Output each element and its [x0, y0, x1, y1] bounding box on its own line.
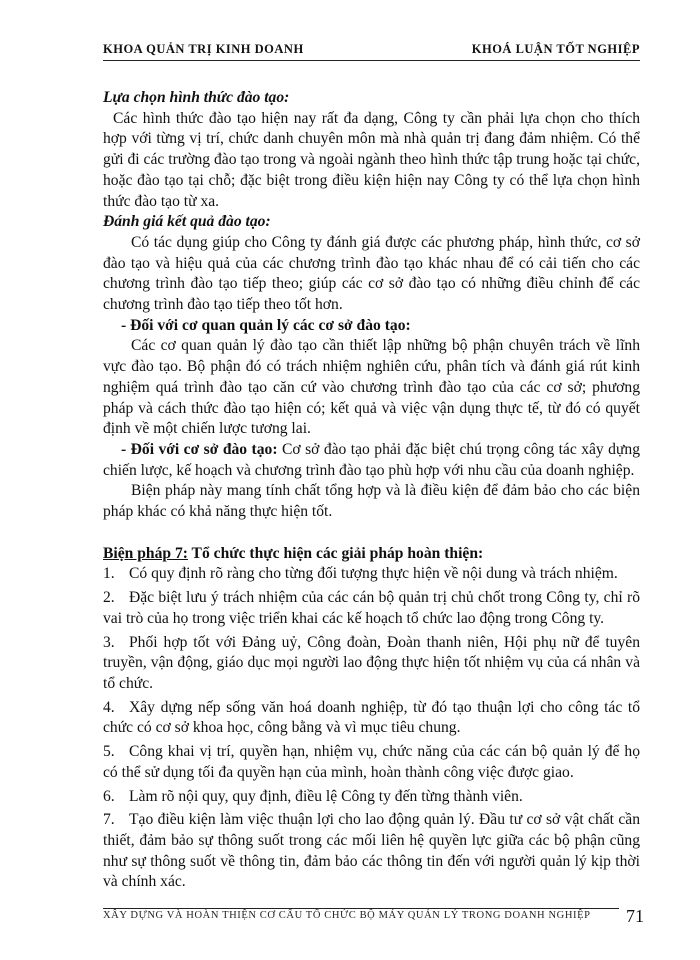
measure-7-title: Tổ chức thực hiện các giải pháp hoàn thiện: — [187, 544, 484, 562]
page-header — [103, 40, 640, 61]
list-item-text: Tạo điều kiện làm việc thuận lợi cho lao động quản lý. Đầu tư cơ sở vật chất cần thiết, đảm bảo sự thông suốt trong các mối liên hệ quyền lực giữa các bộ phận cũng như sự thông suốt về thông tin, đảm bảo các thông tin đến với người quản lý kịp thời và chính xác. — [103, 811, 640, 891]
list-item-text: Xây dựng nếp sống văn hoá doanh nghiệp, từ đó tạo thuận lợi cho công tác tổ chức có cơ sở khoa học, công bằng và vì mục tiêu chung. — [103, 698, 640, 737]
list-item — [103, 564, 640, 585]
list-item — [103, 742, 640, 783]
list-item-text: Công khai vị trí, quyền hạn, nhiệm vụ, chức năng của các cán bộ quản lý để họ có thể sử dụng tối đa quyền hạn của mình, hoàn thành công việc được giao. — [103, 743, 640, 781]
list-item-number: 1. — [103, 565, 115, 583]
section-heading-training-form: Lựa chọn hình thức đào tạo: — [103, 89, 290, 106]
list-item-text: Làm rõ nội quy, quy định, điều lệ Công ty đến từng thành viên. — [129, 787, 523, 805]
list-item — [103, 633, 640, 695]
paragraph-training-form: Các hình thức đào tạo hiện nay rất đa dạng, Công ty cần phải lựa chọn cho thích hợp với từng vị trí, chức danh chuyên môn mà nhà quản trị đang đảm nhiệm. Có thể gửi đi các trường đào tạo trong và ngoài ngành theo hình thức tập trung hoặc tại chức, hoặc đào tạo tại chỗ; đặc biệt trong điều kiện hiện nay Công ty có thể lựa chọn hình thức đào tạo từ xa. — [103, 109, 640, 210]
page-number: 71 — [626, 906, 644, 926]
header-thesis-label: KHOÁ LUẬN TỐT NGHIỆP — [471, 42, 640, 56]
paragraph-closing: Biện pháp này mang tính chất tổng hợp và là điều kiện để đảm bảo cho các biện pháp khác có khả năng thực hiện tốt. — [103, 482, 640, 521]
page-footer: XÂY DỰNG VÀ HOÀN THIỆN CƠ CẤU TỔ CHỨC BỘ MÁY QUẢN LÝ TRONG DOANH NGHIỆP — [103, 908, 619, 921]
list-item-number: 6. — [103, 787, 115, 805]
list-item-number: 2. — [103, 589, 115, 607]
list-item — [103, 787, 640, 808]
measure-7-label: Biện pháp 7: — [103, 544, 188, 562]
paragraph-management-agencies: Các cơ quan quản lý đào tạo cần thiết lập những bộ phận chuyên trách về lĩnh vực đào tạo. Bộ phận đó có trách nhiệm nghiên cứu, phân tích và đánh giá rút kinh nghiệm quá trình đào tạo căn cứ vào chương trình đào tạo của các cơ sở; phương pháp và cách thức đào tạo hiện có; kết quả và việc vận dụng thực tế, từ đó có quyết định về một chiến lược tương lai. — [103, 337, 640, 438]
training-institutions-text: Cơ sở đào tạo phải đặc biệt chú trọng công tác xây dựng chiến lược, kế hoạch và chương trình đào tạo phù hợp với nhu cầu của doanh nghiệp. — [103, 440, 640, 479]
spacer — [103, 523, 640, 544]
paragraph-training-evaluation: Có tác dụng giúp cho Công ty đánh giá được các phương pháp, hình thức, cơ sở đào tạo và hiệu quả của các chương trình đào tạo khác nhau để có cải tiến cho các chương trình đào tạo tiếp theo; giúp các cơ sở đào tạo có những điều chỉnh để các chương trình đào tạo tiếp theo tốt hơn. — [103, 233, 640, 314]
measure-7-list — [103, 564, 640, 893]
subheading-management-agencies — [103, 316, 640, 337]
list-item — [103, 588, 640, 629]
list-item-number: 5. — [103, 743, 115, 761]
list-item-number: 3. — [103, 633, 115, 651]
list-item-text: Có quy định rõ ràng cho từng đối tượng thực hiện về nội dung và trách nhiệm. — [129, 565, 618, 583]
subheading-training-institutions: - Đối với cơ sở đào tạo: — [121, 440, 278, 458]
list-item-text: Đặc biệt lưu ý trách nhiệm của các cán bộ quản trị chủ chốt trong Công ty, chỉ rõ vai trò của họ trong việc triển khai các kế hoạch tổ chức lao động trong Công ty. — [103, 589, 640, 627]
paragraph-training-institutions — [103, 440, 640, 481]
header-faculty: KHOA QUẢN TRỊ KINH DOANH — [103, 42, 304, 56]
list-item — [103, 698, 640, 739]
list-item-number: 4. — [103, 698, 115, 716]
page-body — [103, 88, 640, 896]
subheading-management-agencies-text: - Đối với cơ quan quản lý các cơ sở đào tạo: — [121, 316, 411, 334]
list-item-text: Phối hợp tốt với Đảng uỷ, Công đoàn, Đoàn thanh niên, Hội phụ nữ để tuyên truyền, vận động, giáo dục mọi người lao động thực hiện tốt nhiệm vụ của cá nhân và tổ chức. — [103, 633, 640, 692]
measure-7-heading — [103, 544, 640, 565]
list-item-number: 7. — [103, 811, 115, 829]
list-item — [103, 810, 640, 893]
section-heading-training-evaluation: Đánh giá kết quả đào tạo: — [103, 213, 271, 231]
